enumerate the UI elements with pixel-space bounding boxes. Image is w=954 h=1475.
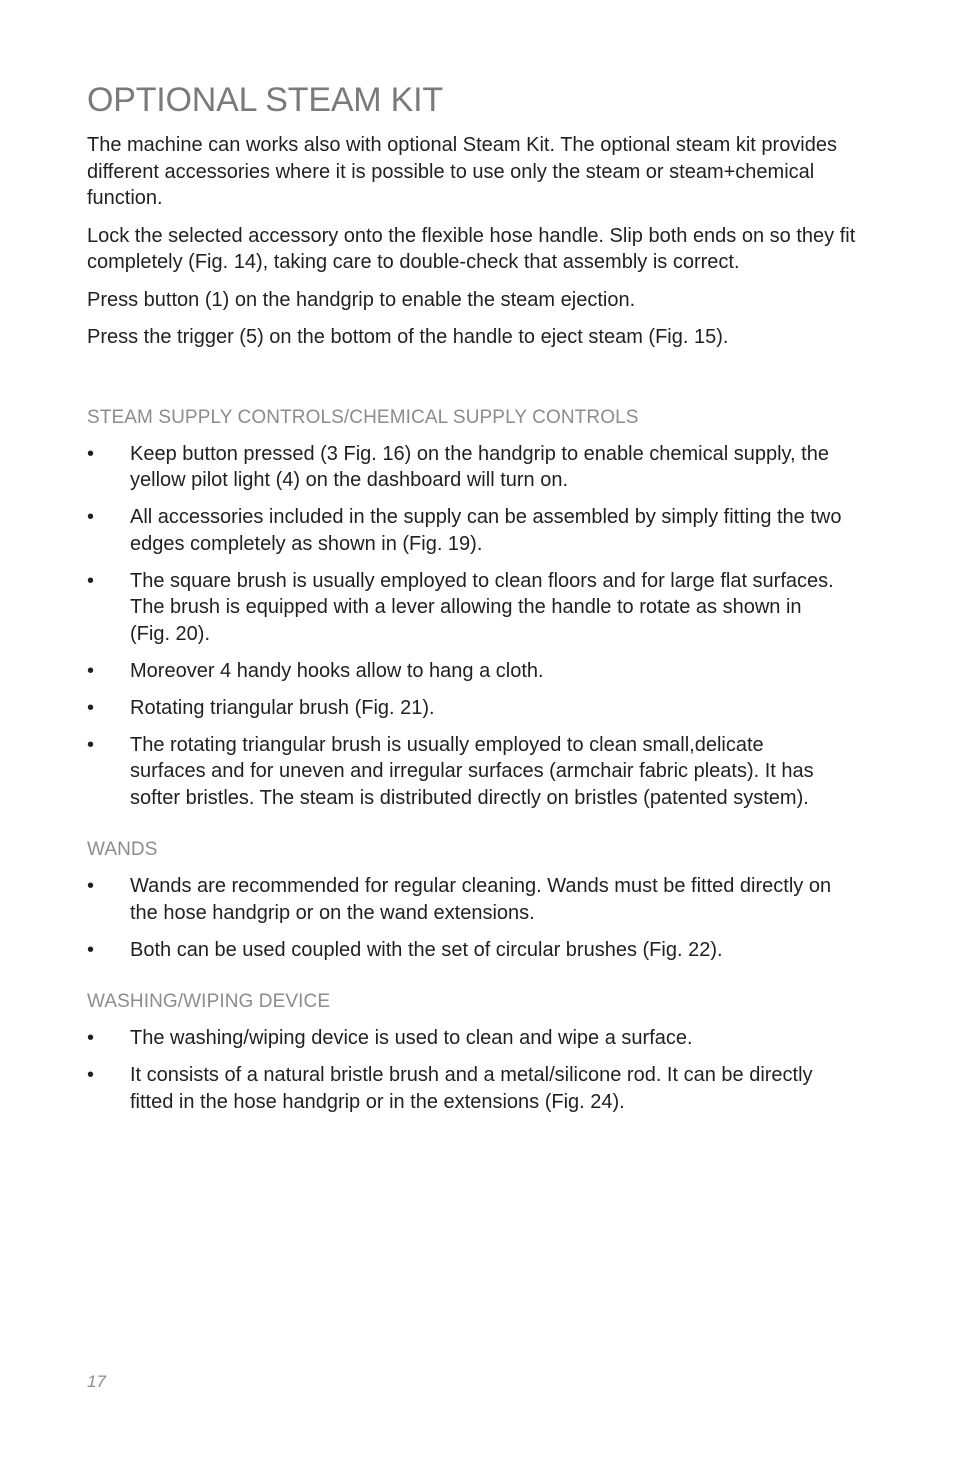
intro-paragraph: Press the trigger (5) on the bottom of the handle to eject steam (Fig. 15). (87, 326, 729, 348)
list-item-text: Both can be used coupled with the set of circular brushes (Fig. 22). (130, 938, 723, 961)
list-item (87, 732, 842, 812)
bullet-list-wands (87, 873, 877, 963)
page-title: OPTIONAL STEAM KIT (87, 81, 443, 119)
section-heading-washing-wiping-device: WASHING/WIPING DEVICE (87, 991, 331, 1012)
bullet-icon: • (87, 442, 95, 465)
bullet-icon: • (87, 1027, 95, 1049)
list-item-text: Rotating triangular brush (Fig. 21). (130, 696, 435, 719)
list-item-text: The washing/wiping device is used to clean and wipe a surface. (130, 1027, 693, 1049)
bullet-icon: • (87, 938, 95, 961)
list-item (87, 1025, 842, 1052)
bullet-list-steam-supply (87, 441, 877, 812)
list-item-text: It consists of a natural bristle brush and a metal/silicone rod. It can be directly fitted in the hose handgrip or in the extensions (Fig. 24). (130, 1064, 813, 1113)
list-item (87, 937, 842, 964)
bullet-icon: • (87, 506, 95, 528)
list-item (87, 695, 842, 722)
bullet-list-washing-wiping (87, 1025, 877, 1115)
list-item-text: The rotating triangular brush is usually employed to clean small,delicate surfaces and for uneven and irregular surfaces (armchair fabric pleats). It has softer bristles. The steam is distributed directly on bristles (patented system). (130, 733, 814, 809)
bullet-icon: • (87, 569, 95, 592)
list-item-text: Keep button pressed (3 Fig. 16) on the handgrip to enable chemical supply, the yellow pilot light (4) on the dashboard will turn on. (130, 442, 829, 491)
intro-paragraph: Press button (1) on the handgrip to enable the steam ejection. (87, 288, 636, 311)
list-item-text: Wands are recommended for regular cleaning. Wands must be fitted directly on the hose handgrip or on the wand extensions. (130, 875, 832, 924)
bullet-icon: • (87, 733, 95, 756)
list-item (87, 504, 842, 557)
bullet-icon: • (87, 875, 95, 897)
list-item (87, 441, 842, 494)
intro-paragraph: The machine can works also with optional Steam Kit. The optional steam kit provides different accessories where it is possible to use only the steam or steam+chemical function. (87, 134, 837, 209)
list-item-text: The square brush is usually employed to clean floors and for large flat surfaces. The brush is equipped with a lever allowing the handle to rotate as shown in (Fig. 20). (130, 569, 834, 645)
list-item (87, 658, 842, 685)
page-number: 17 (87, 1372, 106, 1391)
document-page (87, 78, 877, 1126)
list-item-text: Moreover 4 handy hooks allow to hang a cloth. (130, 659, 544, 682)
section-heading-wands: WANDS (87, 839, 158, 860)
section-heading-steam-supply-controls: STEAM SUPPLY CONTROLS/CHEMICAL SUPPLY CONTROLS (87, 406, 639, 428)
list-item (87, 873, 842, 926)
list-item-text: All accessories included in the supply can be assembled by simply fitting the two edges completely as shown in (Fig. 19). (130, 506, 842, 555)
bullet-icon: • (87, 1064, 95, 1086)
bullet-icon: • (87, 659, 95, 682)
intro-paragraph: Lock the selected accessory onto the flexible hose handle. Slip both ends on so they fit completely (Fig. 14), taking care to double-check that assembly is correct. (87, 224, 856, 273)
list-item (87, 1062, 842, 1115)
list-item (87, 568, 842, 648)
bullet-icon: • (87, 696, 95, 719)
